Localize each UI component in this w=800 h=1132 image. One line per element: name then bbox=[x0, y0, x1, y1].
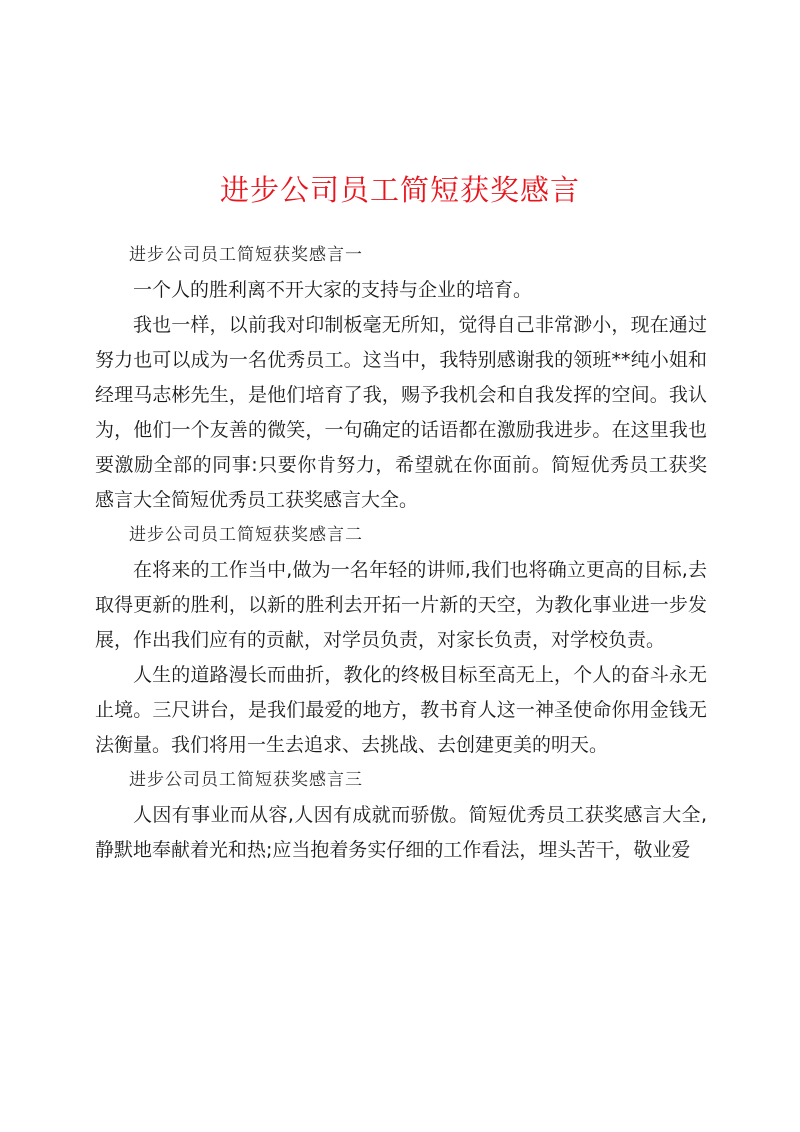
paragraph: 人生的道路漫长而曲折，教化的终极目标至高无上，个人的奋斗永无止境。三尺讲台，是我们最爱的地方，教书育人这一神圣使命你用金钱无法衡量。我们将用一生去追求、去挑战、去创建更美的明天。 bbox=[95, 664, 707, 756]
paragraph: 我也一样，以前我对印制板毫无所知，觉得自己非常渺小，现在通过努力也可以成为一名优秀员工。这当中，我特别感谢我的领班**纯小姐和经理马志彬先生，是他们培育了我，赐予我机会和自我发挥的空间。我认为，他们一个友善的微笑，一句确定的话语都在激励我进步。在这里我也要激励全部的同事:只要你肯努力，希望就在你面前。简短优秀员工获奖感言大全简短优秀员工获奖感言大全。 bbox=[95, 314, 707, 511]
paragraph: 人因有事业而从容,人因有成就而骄傲。简短优秀员工获奖感言大全,静默地奉献着光和热;应当抱着务实仔细的工作看法，埋头苦干，敬业爱 bbox=[95, 804, 707, 861]
section-heading-2: 进步公司员工简短获奖感言二 bbox=[129, 525, 363, 545]
paragraph: 一个人的胜利离不开大家的支持与企业的培育。 bbox=[133, 279, 533, 301]
section-heading-3: 进步公司员工简短获奖感言三 bbox=[129, 770, 363, 790]
document-body bbox=[95, 238, 707, 868]
document-title: 进步公司员工简短获奖感言 bbox=[219, 173, 580, 207]
paragraph: 在将来的工作当中,做为一名年轻的讲师,我们也将确立更高的目标,去取得更新的胜利，以新的胜利去开拓一片新的天空，为教化事业进一步发展，作出我们应有的贡献，对学员负责，对家长负责，对学校负责。 bbox=[95, 559, 707, 651]
section-heading-1: 进步公司员工简短获奖感言一 bbox=[129, 245, 363, 265]
